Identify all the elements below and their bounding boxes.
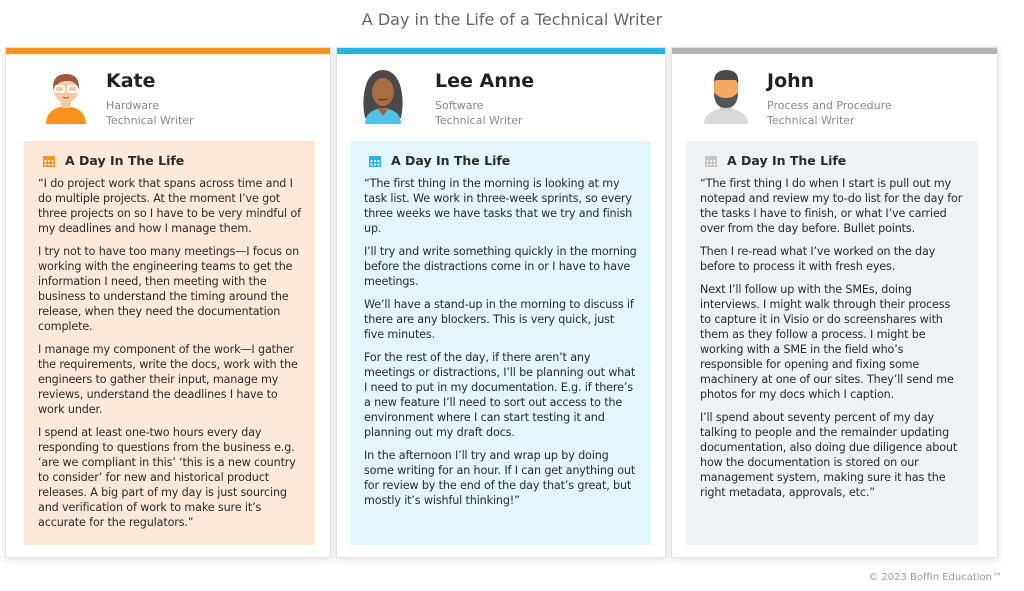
card-accent-bar bbox=[6, 48, 330, 54]
writer-card-john bbox=[671, 47, 998, 558]
paragraph: I manage my component of the work—I gather the requirements, write the docs, work with the engineers to gather their input, manage my reviews, understand the deadlines I have to work under. bbox=[38, 343, 298, 416]
panel-heading-text: A Day In The Life bbox=[65, 153, 185, 168]
day-in-life-panel bbox=[350, 141, 651, 545]
calendar-icon bbox=[704, 154, 718, 168]
paragraph: I try not to have too many meetings—I focus on working with the engineering teams to get the information I need, then meeting with the business to understand the timing around the release, when they need the documentation complete. bbox=[38, 245, 300, 333]
kate-avatar-icon bbox=[42, 68, 90, 124]
role-line: Software bbox=[435, 99, 484, 112]
paragraph: Next I’ll follow up with the SMEs, doing interviews. I might walk through their process to capture it in Visio or do screenshares with them as they follow a process. I might be working with a SME in the field who’s responsible for opening and fixing some machinery at one of our sites. They’ll send me photos for my docs which I caption. bbox=[700, 283, 954, 401]
copyright-notice: © 2023 Boffin Education™ bbox=[868, 572, 1002, 583]
lee-anne-avatar-icon bbox=[359, 68, 407, 124]
calendar-icon bbox=[42, 154, 56, 168]
writer-name: Lee Anne bbox=[435, 70, 535, 92]
writer-card-lee-anne bbox=[336, 47, 666, 558]
role-line: Hardware bbox=[106, 99, 160, 112]
card-accent-bar bbox=[337, 48, 665, 54]
panel-heading-text: A Day In The Life bbox=[391, 153, 511, 168]
calendar-icon bbox=[368, 154, 382, 168]
writer-card-kate bbox=[5, 47, 331, 558]
paragraph: We’ll have a stand-up in the morning to discuss if there are any blockers. This is very quick, just five minutes. bbox=[364, 298, 634, 341]
paragraph: “The first thing in the morning is looking at my task list. We work in three-week sprints, so every three weeks we have tasks that we try and finish up. bbox=[364, 177, 633, 235]
paragraph: “I do project work that spans across time and I do multiple projects. At the moment I’ve got three projects on so I have to be very mindful of my deadlines and how I manage them. bbox=[38, 177, 301, 235]
panel-heading bbox=[42, 153, 301, 168]
paragraph: In the afternoon I’ll try and wrap up by doing some writing for an hour. If I can get anything out for review by the end of the day that’s great, but mostly it’s wishful thinking!” bbox=[364, 449, 636, 507]
paragraph: “The first thing I do when I start is pull out my notepad and review my to-do list for the day for the tasks I have to finish, or what I’ve carried over from the day before. Bullet points. bbox=[700, 177, 963, 235]
role-line: Technical Writer bbox=[106, 114, 194, 127]
writer-role bbox=[767, 98, 892, 128]
writer-role bbox=[435, 98, 523, 128]
paragraph: I spend at least one-two hours every day responding to questions from the business e.g. ‘are we compliant in this’ ‘this is a new country to consider’ for new and historical product releases. A big part of my day is just sourcing and verification of work to make sure it’s accurate for the regulators.” bbox=[38, 426, 296, 529]
paragraph: Then I re-read what I’ve worked on the day before to process it with fresh eyes. bbox=[700, 245, 936, 273]
john-avatar-icon bbox=[702, 68, 750, 124]
role-line: Process and Procedure bbox=[767, 99, 892, 112]
role-line: Technical Writer bbox=[767, 114, 855, 127]
writer-role bbox=[106, 98, 194, 128]
page-title: A Day in the Life of a Technical Writer bbox=[361, 10, 663, 29]
writer-name: John bbox=[767, 70, 815, 92]
day-in-life-panel bbox=[24, 141, 315, 545]
panel-heading bbox=[704, 153, 964, 168]
role-line: Technical Writer bbox=[435, 114, 523, 127]
day-in-life-panel bbox=[686, 141, 978, 545]
paragraph: I’ll try and write something quickly in the morning before the distractions come in or I have to have meetings. bbox=[364, 245, 637, 288]
paragraph: For the rest of the day, if there aren’t any meetings or distractions, I’ll be planning out what I need to put in my documentation. E.g. if there’s a new feature I’ll need to sort out access to the environment where I can start testing it and planning out my draft docs. bbox=[364, 351, 636, 439]
card-accent-bar bbox=[672, 48, 997, 54]
panel-heading bbox=[368, 153, 637, 168]
paragraph: I’ll spend about seventy percent of my day talking to people and the remainder updating documentation, also doing due diligence about how the documentation is stored on our management system, making sure it has the right metadata, approvals, etc.” bbox=[700, 411, 958, 499]
panel-heading-text: A Day In The Life bbox=[727, 153, 847, 168]
writer-name: Kate bbox=[106, 70, 156, 92]
